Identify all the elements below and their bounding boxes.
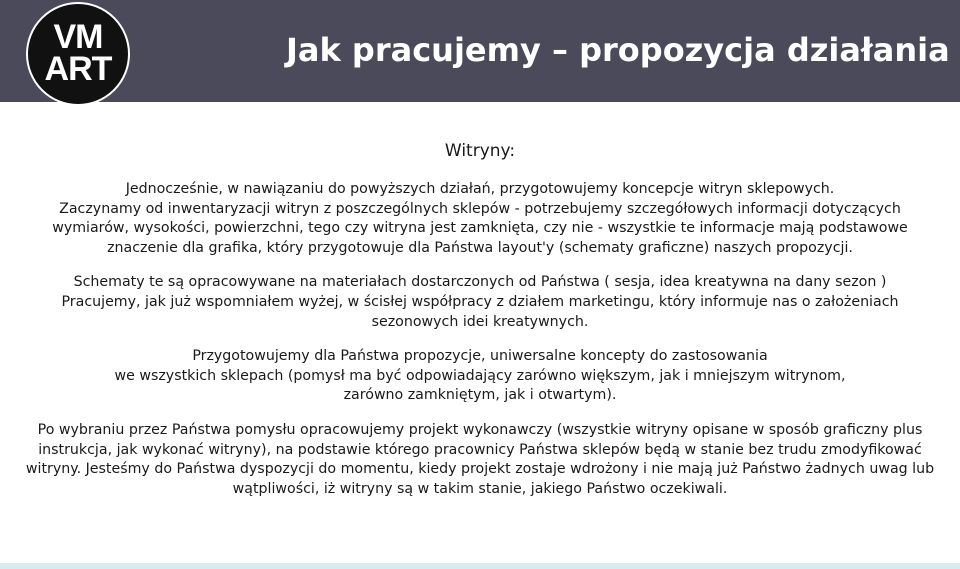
page-title: Jak pracujemy – propozycja działania: [286, 31, 950, 69]
paragraph-proposals: [8, 347, 952, 406]
vm-art-logo: [26, 2, 130, 106]
paragraph-line: znaczenie dla grafika, który przygotowuje dla Państwa layout'y (schematy graficzne) naszych propozycji.: [107, 239, 853, 256]
paragraph-line: Po wybraniu przez Państwa pomysłu opracowujemy projekt wykonawczy (wszystkie witryny opisane w sposób graficzny plus: [37, 421, 923, 438]
paragraph-line: Jednocześnie, w nawiązaniu do powyższych działań, przygotowujemy koncepcje witryn sklepowych.: [125, 181, 835, 197]
paragraph-line: wątpliwości, iż witryny są w takim stanie, jakiego Państwo oczekiwali.: [232, 480, 728, 497]
paragraph-line: witryny. Jesteśmy do Państwa dyspozycji do momentu, kiedy projekt zostaje wdrożony i nie mają już Państwo żadnych uwag lub: [25, 461, 935, 478]
paragraph-line: Zaczynamy od inwentaryzacji witryn z poszczególnych sklepów - potrzebujemy szczegółowych informacji dotyczących: [59, 200, 901, 217]
paragraph-line: zarówno zamkniętym, jak i otwartym).: [343, 387, 617, 404]
logo-text-line-1: VM: [53, 18, 103, 56]
paragraph-line: Przygotowujemy dla Państwa propozycje, uniwersalne koncepty do zastosowania: [192, 348, 768, 365]
paragraph-schemes: [8, 273, 952, 332]
paragraph-line: Schematy te są opracowywane na materiałach dostarczonych od Państwa ( sesja, idea kreatywna na dany sezon ): [73, 274, 887, 291]
logo-text-line-2: ART: [44, 50, 112, 88]
content-body: [8, 180, 952, 514]
paragraph-line: Pracujemy, jak już wspomniałem wyżej, w ścisłej współpracy z działem marketingu, który informuje nas o założeniach: [61, 293, 899, 310]
paragraph-line: wymiarów, wysokości, powierzchni, tego czy witryna jest zamknięta, czy nie - wszystkie te informacje mają podstawowe: [52, 220, 908, 237]
footer-strip: [0, 563, 960, 569]
paragraph-execution: [8, 421, 952, 499]
paragraph-inventory: [8, 180, 952, 258]
paragraph-line: we wszystkich sklepach (pomysł ma być odpowiadający zarówno większym, jak i mniejszym witrynom,: [114, 367, 846, 384]
header-bar: [0, 0, 960, 102]
section-heading: Witryny:: [444, 141, 516, 161]
paragraph-line: instrukcja, jak wykonać witryny), na podstawie którego pracownicy Państwa sklepów będą w stanie bez trudu zmodyfikować: [38, 441, 922, 458]
paragraph-line: sezonowych idei kreatywnych.: [371, 313, 589, 330]
